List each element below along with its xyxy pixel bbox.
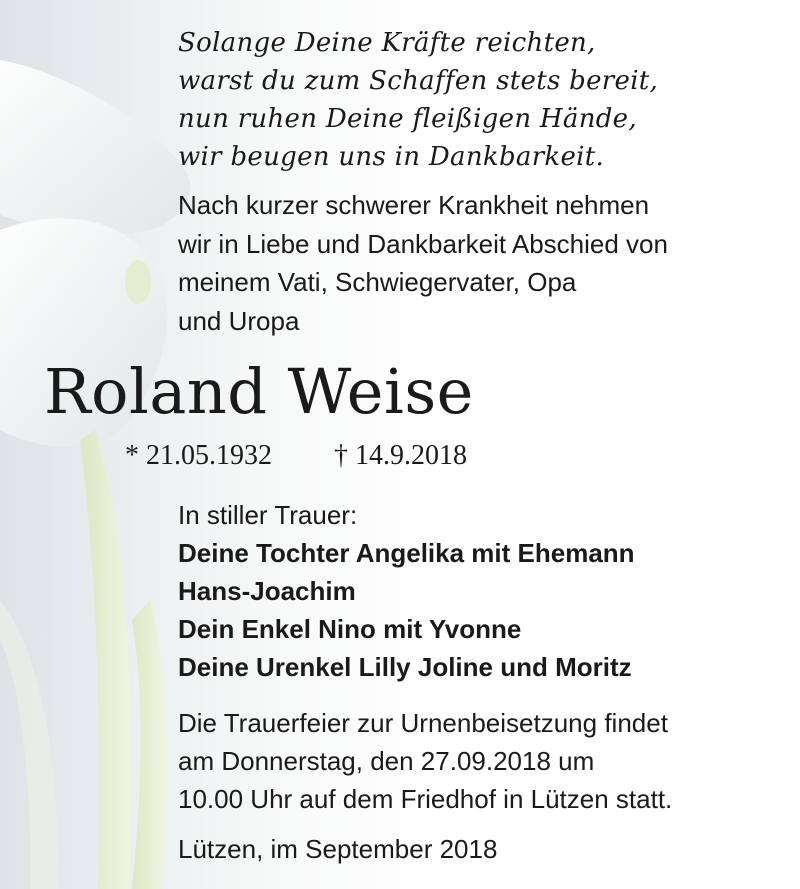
life-dates bbox=[125, 438, 467, 474]
intro-text bbox=[178, 186, 668, 340]
place-and-date: Lützen, im September 2018 bbox=[178, 834, 498, 864]
mourners-heading: In stiller Trauer: bbox=[178, 500, 358, 530]
funeral-line: am Donnerstag, den 27.09.2018 um bbox=[178, 746, 595, 776]
funeral-line: 10.00 Uhr auf dem Friedhof in Lützen statt. bbox=[178, 784, 673, 814]
intro-line: meinem Vati, Schwiegervater, Opa bbox=[178, 267, 577, 297]
mourner-line: Deine Tochter Angelika mit Ehemann bbox=[178, 538, 635, 568]
funeral-line: Die Trauerfeier zur Urnenbeisetzung findet bbox=[178, 708, 668, 738]
intro-line: wir in Liebe und Dankbarkeit Abschied von bbox=[178, 228, 668, 259]
poem-line: warst du zum Schaffen stets bereit, bbox=[178, 66, 659, 96]
mourner-line: Hans-Joachim bbox=[178, 576, 356, 606]
intro-line: Nach kurzer schwerer Krankheit nehmen bbox=[178, 190, 650, 220]
mourner-line: Deine Urenkel Lilly Joline und Moritz bbox=[178, 652, 632, 682]
poem-line: wir beugen uns in Dankbarkeit. bbox=[178, 142, 605, 172]
poem-line: Solange Deine Kräfte reichten, bbox=[178, 28, 596, 58]
intro-line: und Uropa bbox=[178, 305, 300, 336]
poem-verse bbox=[178, 24, 658, 176]
mourners-list bbox=[178, 496, 635, 686]
funeral-notice bbox=[178, 704, 672, 818]
death-date: † 14.9.2018 bbox=[334, 440, 467, 471]
poem-line: nun ruhen Deine fleißigen Hände, bbox=[178, 104, 637, 134]
deceased-name: Roland Weise bbox=[44, 355, 474, 428]
birth-date: * 21.05.1932 bbox=[125, 440, 272, 471]
mourner-line: Dein Enkel Nino mit Yvonne bbox=[178, 614, 522, 644]
